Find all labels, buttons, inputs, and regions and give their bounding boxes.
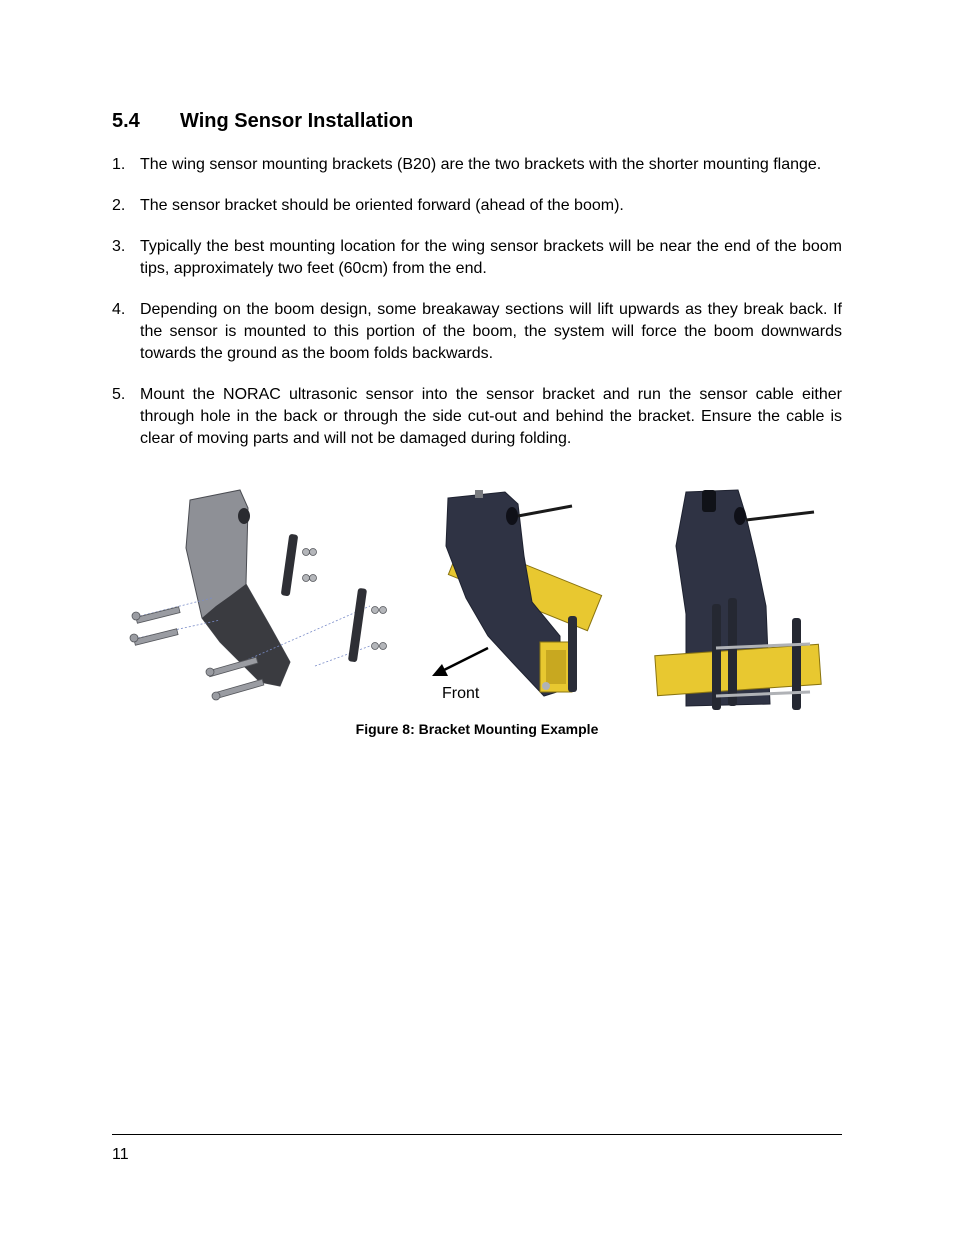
step-number: 2. xyxy=(112,197,126,214)
bracket-mounting-figure xyxy=(120,486,840,716)
section-number: 5.4 xyxy=(112,110,140,132)
step-text: Typically the best mounting location for the wing sensor brackets will be near the end of the boom tips, approximately two feet (60cm) from the end. xyxy=(140,238,842,277)
mounted-bracket-rear-illustration xyxy=(655,490,821,710)
step-item xyxy=(112,195,842,217)
step-item xyxy=(112,384,842,450)
step-item xyxy=(112,299,842,365)
page-number: 11 xyxy=(112,1146,129,1163)
installation-steps xyxy=(112,154,842,469)
section-heading xyxy=(112,110,413,133)
footer-divider xyxy=(112,1134,842,1135)
front-label: Front xyxy=(442,685,480,702)
step-number: 1. xyxy=(112,156,126,173)
step-item xyxy=(112,236,842,280)
step-number: 3. xyxy=(112,238,126,255)
exploded-bracket-illustration xyxy=(130,490,387,700)
step-number: 4. xyxy=(112,301,126,318)
step-text: Mount the NORAC ultrasonic sensor into the sensor bracket and run the sensor cable either through hole in the back or through the side cut-out and behind the bracket. Ensure the cable is clear of moving parts and will not be damaged during folding. xyxy=(140,386,842,447)
mounted-bracket-side-illustration xyxy=(432,490,602,702)
step-text: The wing sensor mounting brackets (B20) are the two brackets with the shorter mounting flange. xyxy=(140,156,822,173)
step-number: 5. xyxy=(112,386,126,403)
step-text: The sensor bracket should be oriented forward (ahead of the boom). xyxy=(140,197,624,214)
step-item xyxy=(112,154,842,176)
step-text: Depending on the boom design, some breakaway sections will lift upwards as they break back. If the sensor is mounted to this portion of the boom, the system will force the boom downwards towards the ground as the boom folds backwards. xyxy=(140,301,842,362)
figure-caption: Figure 8: Bracket Mounting Example xyxy=(355,721,599,737)
section-title: Wing Sensor Installation xyxy=(180,110,414,132)
